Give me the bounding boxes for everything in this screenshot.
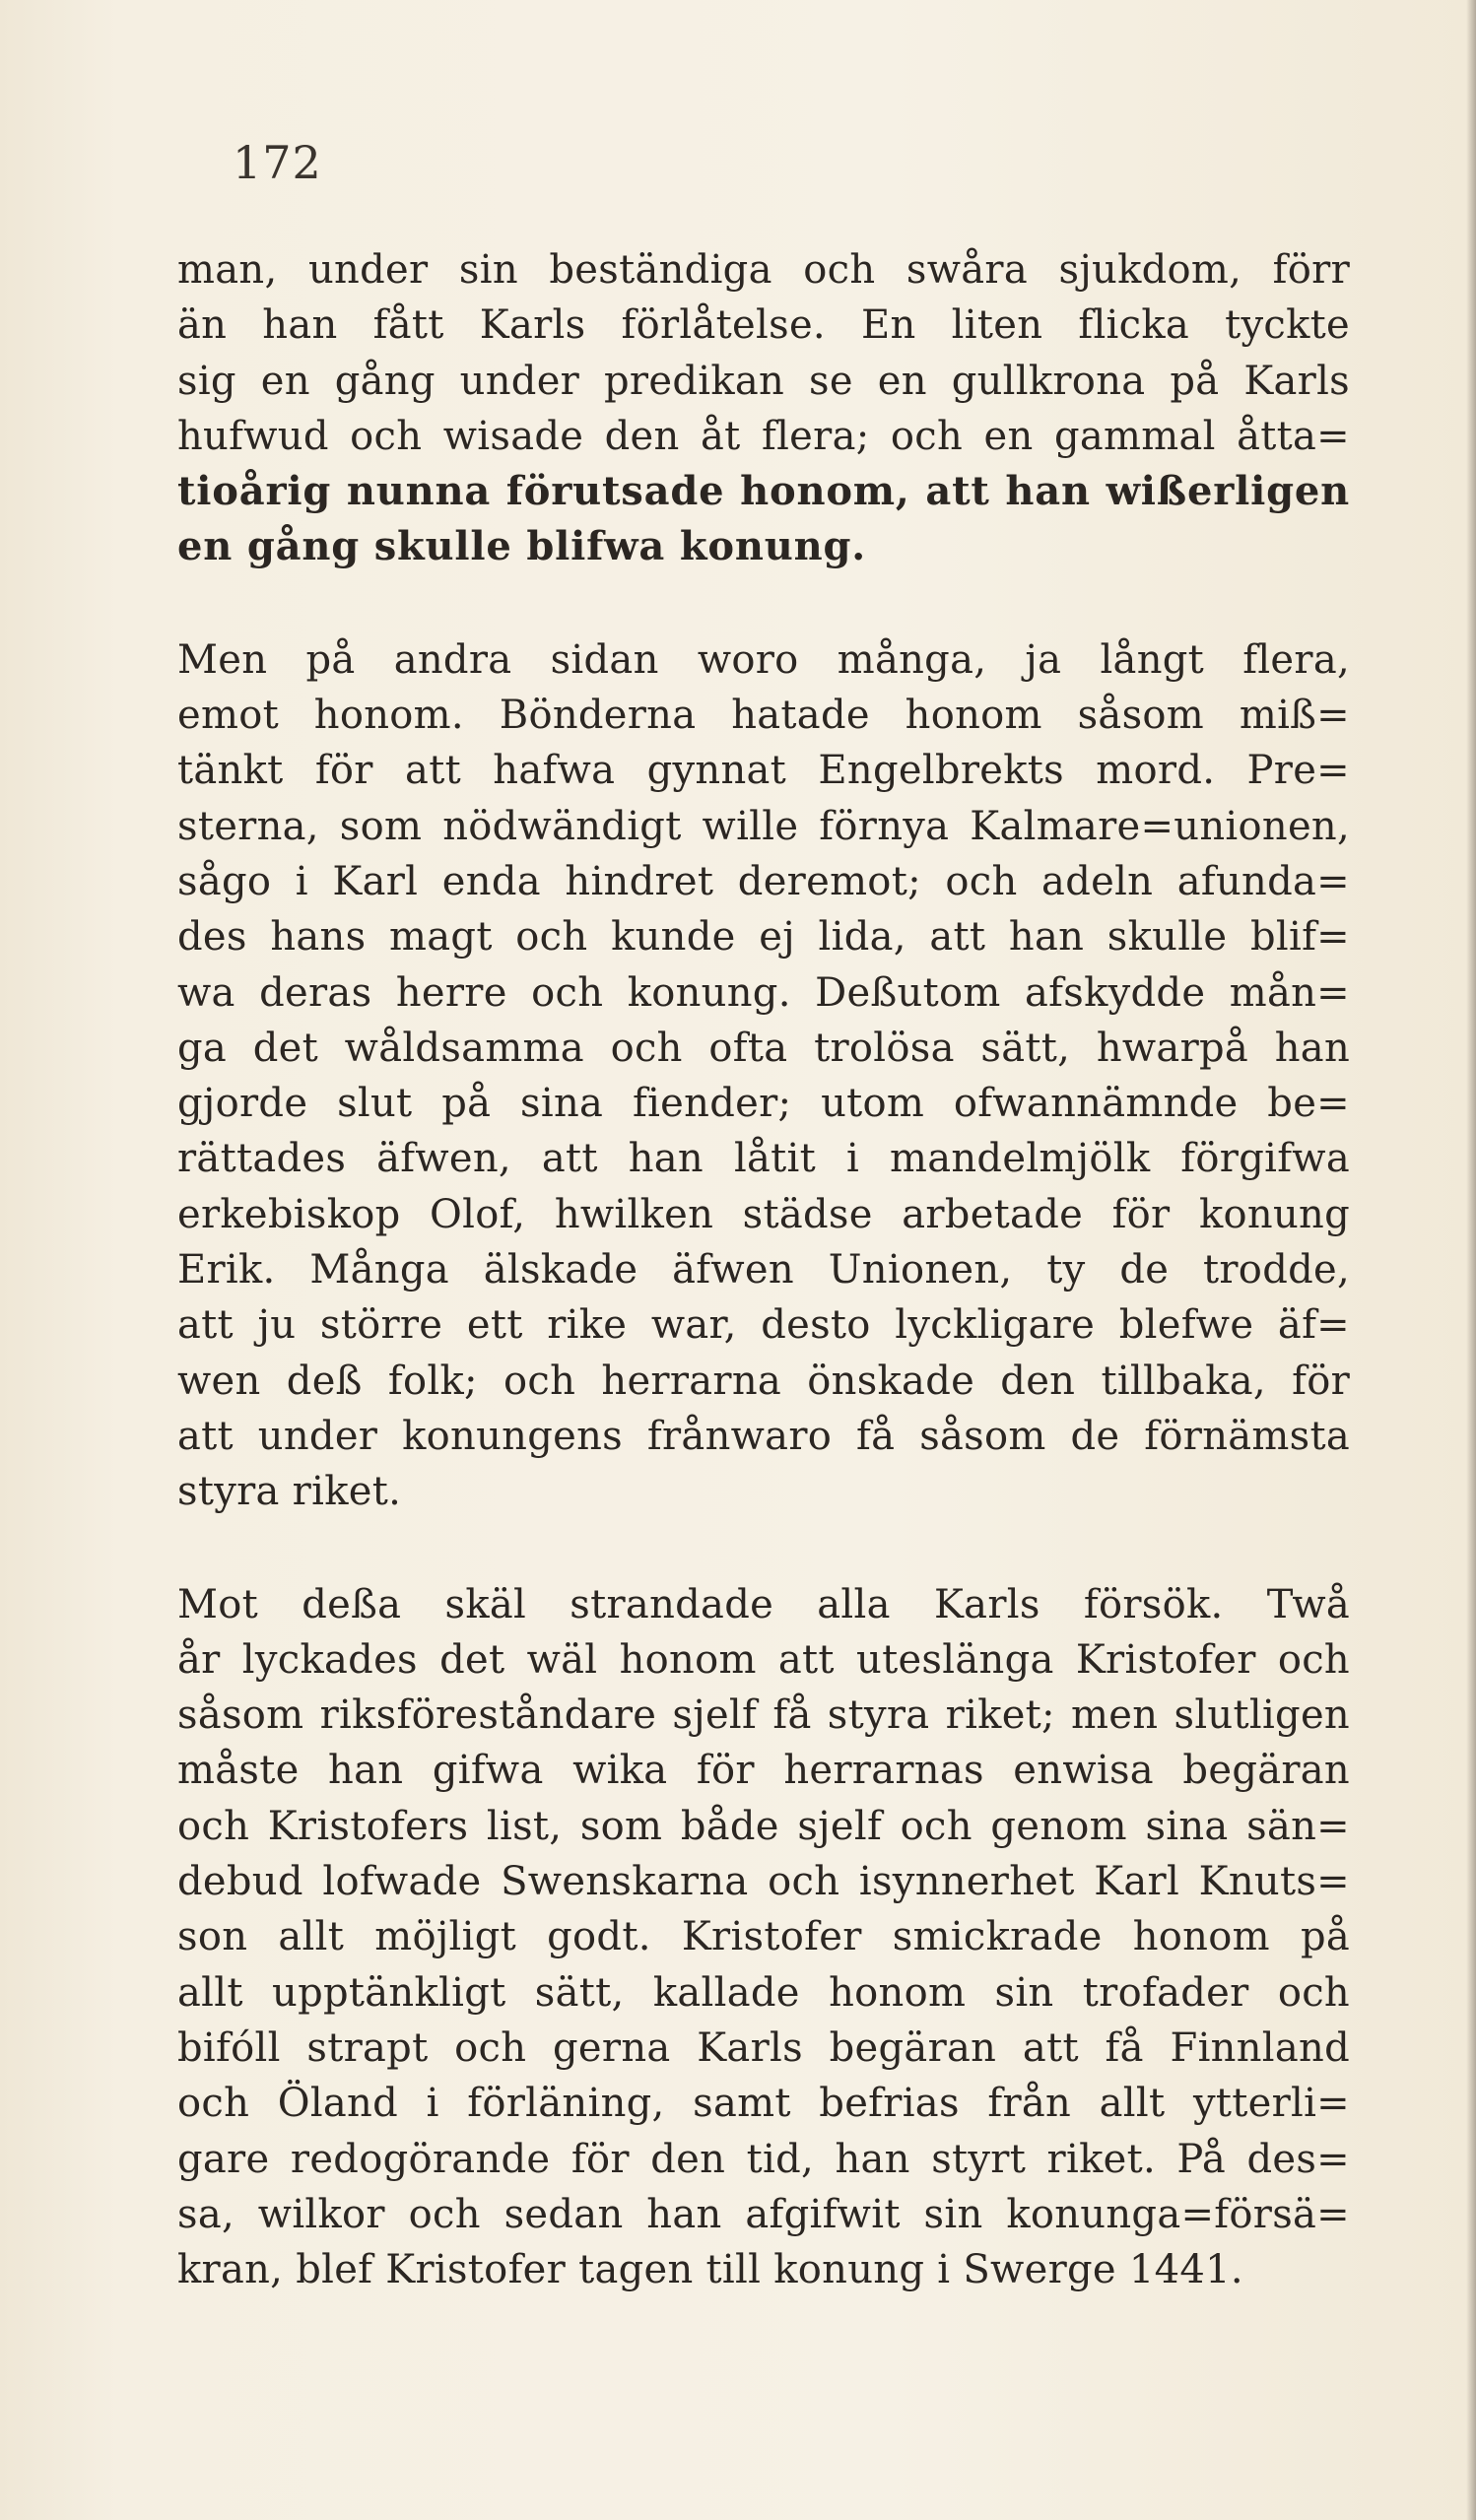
text-line: son allt möjligt godt. Kristofer smickrade honom på bbox=[177, 1914, 1350, 1960]
text-line: rättades äfwen, att han låtit i mandelmjölk förgifwa bbox=[177, 1136, 1350, 1182]
body-text bbox=[177, 242, 1350, 2297]
text-line: än han fått Karls förlåtelse. En liten flicka tyckte bbox=[177, 302, 1350, 349]
paragraph-2 bbox=[177, 632, 1350, 1520]
text-line: gare redogörande för den tid, han styrt riket. På des= bbox=[177, 2136, 1350, 2182]
paragraph-1 bbox=[177, 242, 1350, 575]
text-line: allt upptänkligt sätt, kallade honom sin trofader och bbox=[177, 1969, 1350, 2016]
text-line: ga det wåldsamma och ofta trolösa sätt, hwarpå han bbox=[177, 1025, 1350, 1071]
text-line: gjorde slut på sina fiender; utom ofwannämnde be= bbox=[177, 1081, 1350, 1127]
text-line: emot honom. Bönderna hatade honom såsom miß= bbox=[177, 693, 1350, 739]
text-line: år lyckades det wäl honom att uteslänga Kristofer och bbox=[177, 1636, 1350, 1683]
text-line: sterna, som nödwändigt wille förnya Kalmare=unionen, bbox=[177, 803, 1350, 849]
text-line: Mot deßa skäl strandade alla Karls försök. Twå bbox=[177, 1581, 1350, 1627]
text-line: erkebiskop Olof, hwilken städse arbetade för konung bbox=[177, 1191, 1350, 1237]
page-number: 172 bbox=[233, 136, 322, 189]
text-line: tänkt för att hafwa gynnat Engelbrekts mord. Pre= bbox=[177, 748, 1350, 794]
text-line: kran, blef Kristofer tagen till konung i Swerge 1441. bbox=[177, 2247, 1243, 2293]
text-line: en gång skulle blifwa konung. bbox=[177, 523, 866, 570]
text-line: och Öland i förläning, samt befrias från allt ytterli= bbox=[177, 2081, 1350, 2127]
text-line: man, under sin beständiga och swåra sjukdom, förr bbox=[177, 247, 1350, 293]
text-line: sig en gång under predikan se en gullkrona på Karls bbox=[177, 358, 1350, 404]
text-line: sa, wilkor och sedan han afgifwit sin konunga=försä= bbox=[177, 2191, 1350, 2237]
text-line: Men på andra sidan woro många, ja långt flera, bbox=[177, 636, 1350, 683]
text-line: hufwud och wisade den åt flera; och en gammal åtta= bbox=[177, 413, 1350, 459]
text-line: såsom riksföreståndare sjelf få styra riket; men slutligen bbox=[177, 1692, 1350, 1739]
text-line: styra riket. bbox=[177, 1469, 402, 1515]
text-line: och Kristofers list, som både sjelf och genom sina sän= bbox=[177, 1803, 1350, 1849]
text-line: Erik. Många älskade äfwen Unionen, ty de trodde, bbox=[177, 1247, 1350, 1293]
text-line: tioårig nunna förutsade honom, att han wißerligen bbox=[177, 468, 1350, 515]
page-edge-shadow bbox=[1466, 0, 1476, 2520]
text-line: wa deras herre och konung. Deßutom afskydde mån= bbox=[177, 969, 1350, 1016]
text-line: att under konungens frånwaro få såsom de förnämsta bbox=[177, 1413, 1350, 1459]
text-line: att ju större ett rike war, desto lyckligare blefwe äf= bbox=[177, 1302, 1350, 1349]
text-line: debud lofwade Swenskarna och isynnerhet Karl Knuts= bbox=[177, 1859, 1350, 1905]
text-line: wen deß folk; och herrarna önskade den tillbaka, för bbox=[177, 1358, 1350, 1404]
text-line: sågo i Karl enda hindret deremot; och adeln afunda= bbox=[177, 858, 1350, 904]
text-line: bifóll strapt och gerna Karls begäran att få Finnland bbox=[177, 2024, 1350, 2071]
paragraph-3 bbox=[177, 1577, 1350, 2298]
text-line: des hans magt och kunde ej lida, att han skulle blif= bbox=[177, 914, 1350, 961]
text-line: måste han gifwa wika för herrarnas enwisa begäran bbox=[177, 1748, 1350, 1794]
